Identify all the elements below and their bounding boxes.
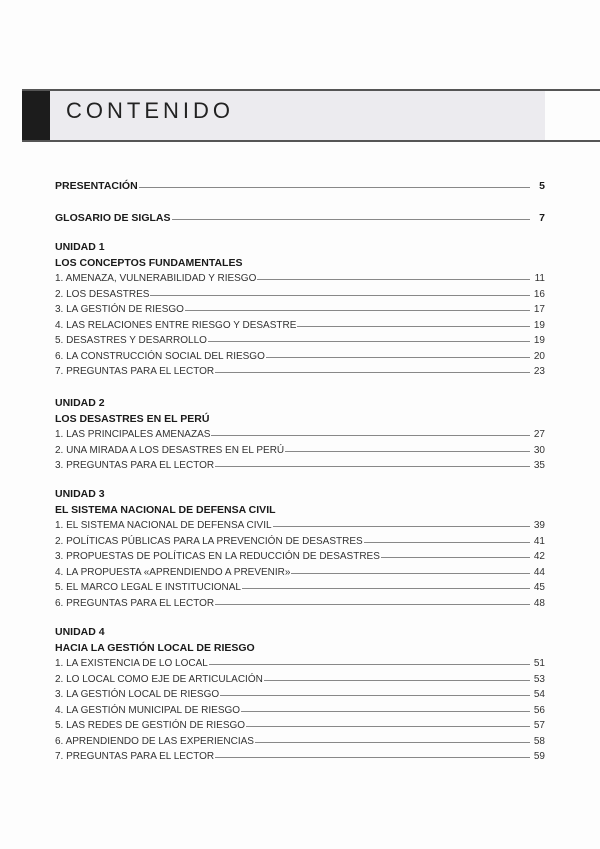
unit-number: UNIDAD 1 (55, 241, 105, 253)
entry-label: 3. LA GESTIÓN LOCAL DE RIESGO (55, 689, 220, 700)
entry-label: GLOSARIO DE SIGLAS (55, 212, 171, 224)
leader-line (209, 664, 530, 665)
front-entry (55, 211, 545, 227)
entry-page: 39 (533, 520, 545, 531)
entry-page: 27 (533, 429, 545, 440)
toc-entry[interactable] (55, 565, 545, 581)
toc-entry[interactable] (55, 271, 545, 287)
front-entry (55, 179, 545, 195)
leader-line (139, 187, 530, 188)
unit-title: EL SISTEMA NACIONAL DE DEFENSA CIVIL (55, 503, 276, 516)
leader-line (285, 451, 530, 452)
entry-page: 17 (533, 304, 545, 315)
leader-line (208, 341, 530, 342)
entry-label: 3. PROPUESTAS DE POLÍTICAS EN LA REDUCCIÓN DE DESASTRES (55, 551, 380, 562)
unit-section (55, 240, 545, 380)
leader-line (215, 757, 530, 758)
entry-page: 19 (533, 335, 545, 346)
unit-number: UNIDAD 4 (55, 626, 105, 638)
leader-line (297, 326, 530, 327)
entry-page: 5 (539, 180, 545, 192)
unit-section (55, 396, 545, 474)
leader-line (273, 526, 530, 527)
entry-page: 59 (533, 751, 545, 762)
toc-entry[interactable] (55, 458, 545, 474)
entry-page: 16 (533, 288, 545, 300)
toc-entry[interactable] (55, 427, 545, 443)
entry-page: 30 (533, 444, 545, 456)
header-black-block (22, 90, 50, 140)
entry-label: 2. UNA MIRADA A LOS DESASTRES EN EL PERÚ (55, 444, 285, 456)
toc-entry[interactable] (55, 703, 545, 719)
leader-line (266, 357, 530, 358)
entry-page: 42 (533, 551, 545, 562)
entry-label: 1. LA EXISTENCIA DE LO LOCAL (55, 658, 208, 669)
entry-page: 48 (533, 597, 545, 609)
toc-entry[interactable] (55, 287, 545, 303)
leader-line (257, 279, 530, 280)
entry-page: 35 (533, 460, 545, 471)
leader-line (246, 726, 530, 727)
entry-page: 57 (533, 720, 545, 731)
entry-page: 7 (539, 212, 545, 224)
entry-page: 23 (533, 366, 545, 377)
leader-line (242, 588, 530, 589)
toc-entry[interactable] (55, 518, 545, 534)
leader-line (241, 711, 530, 712)
toc-entry[interactable] (55, 302, 545, 318)
entry-page: 19 (533, 319, 545, 331)
leader-line (264, 680, 530, 681)
entry-label: 4. LA PROPUESTA «APRENDIENDO A PREVENIR» (55, 566, 291, 578)
unit-section (55, 487, 545, 611)
entry-page: 45 (533, 582, 545, 593)
leader-line (215, 466, 530, 467)
unit-section (55, 625, 545, 765)
unit-title: HACIA LA GESTIÓN LOCAL DE RIESGO (55, 641, 255, 654)
entry-page: 58 (533, 735, 545, 747)
entry-label: 2. LOS DESASTRES (55, 288, 150, 300)
leader-line (215, 372, 530, 373)
toc-entry[interactable] (55, 333, 545, 349)
entry-label: 4. LAS RELACIONES ENTRE RIESGO Y DESASTRE (55, 319, 297, 331)
leader-line (150, 295, 530, 296)
toc-entry[interactable] (55, 549, 545, 565)
entry-label: 6. PREGUNTAS PARA EL LECTOR (55, 597, 215, 609)
entry-label: 3. LA GESTIÓN DE RIESGO (55, 304, 184, 315)
entry-label: 6. LA CONSTRUCCIÓN SOCIAL DEL RIESGO (55, 350, 265, 362)
leader-line (185, 310, 530, 311)
toc-entry[interactable] (55, 364, 545, 380)
entry-page: 20 (533, 350, 545, 362)
entry-label: 2. LO LOCAL COMO EJE DE ARTICULACIÓN (55, 673, 263, 685)
toc-entry[interactable] (55, 718, 545, 734)
leader-line (364, 542, 530, 543)
entry-label: 7. PREGUNTAS PARA EL LECTOR (55, 751, 215, 762)
leader-line (211, 435, 530, 436)
unit-title: LOS CONCEPTOS FUNDAMENTALES (55, 256, 243, 269)
toc-entry[interactable] (55, 656, 545, 672)
unit-number: UNIDAD 2 (55, 397, 105, 409)
unit-number: UNIDAD 3 (55, 488, 105, 500)
unit-title: LOS DESASTRES EN EL PERÚ (55, 412, 210, 425)
entry-page: 56 (533, 704, 545, 716)
entry-label: PRESENTACIÓN (55, 180, 138, 192)
toc-entry[interactable] (55, 349, 545, 365)
entry-page: 11 (534, 273, 545, 284)
leader-line (291, 573, 530, 574)
entry-label: 1. LAS PRINCIPALES AMENAZAS (55, 429, 211, 440)
toc-entry[interactable] (55, 534, 545, 550)
entry-page: 41 (533, 535, 545, 547)
leader-line (172, 219, 530, 220)
entry-label: 3. PREGUNTAS PARA EL LECTOR (55, 460, 215, 471)
entry-label: 1. AMENAZA, VULNERABILIDAD Y RIESGO (55, 273, 257, 284)
entry-label: 5. DESASTRES Y DESARROLLO (55, 335, 207, 346)
toc-entry[interactable] (55, 580, 545, 596)
entry-page: 44 (533, 566, 545, 578)
entry-page: 54 (533, 689, 545, 700)
entry-label: 1. EL SISTEMA NACIONAL DE DEFENSA CIVIL (55, 520, 272, 531)
toc-entry[interactable] (55, 672, 545, 688)
toc-entry[interactable] (55, 687, 545, 703)
page-title: CONTENIDO (66, 98, 234, 123)
leader-line (215, 604, 530, 605)
entry-label: 5. EL MARCO LEGAL E INSTITUCIONAL (55, 582, 241, 593)
header-top-rule (22, 89, 600, 91)
entry-label: 2. POLÍTICAS PÚBLICAS PARA LA PREVENCIÓN DE DESASTRES (55, 535, 363, 547)
leader-line (220, 695, 530, 696)
toc-entry[interactable] (55, 596, 545, 612)
header-bottom-rule (22, 140, 600, 142)
entry-label: 7. PREGUNTAS PARA EL LECTOR (55, 366, 215, 377)
entry-label: 6. APRENDIENDO DE LAS EXPERIENCIAS (55, 735, 254, 747)
leader-line (255, 742, 530, 743)
entry-page: 51 (533, 658, 545, 669)
toc-entry[interactable] (55, 749, 545, 765)
toc-entry[interactable] (55, 318, 545, 334)
toc-entry[interactable] (55, 443, 545, 459)
entry-label: 4. LA GESTIÓN MUNICIPAL DE RIESGO (55, 704, 241, 716)
entry-label: 5. LAS REDES DE GESTIÓN DE RIESGO (55, 720, 246, 731)
leader-line (381, 557, 530, 558)
entry-page: 53 (533, 673, 545, 685)
toc-entry[interactable] (55, 734, 545, 750)
